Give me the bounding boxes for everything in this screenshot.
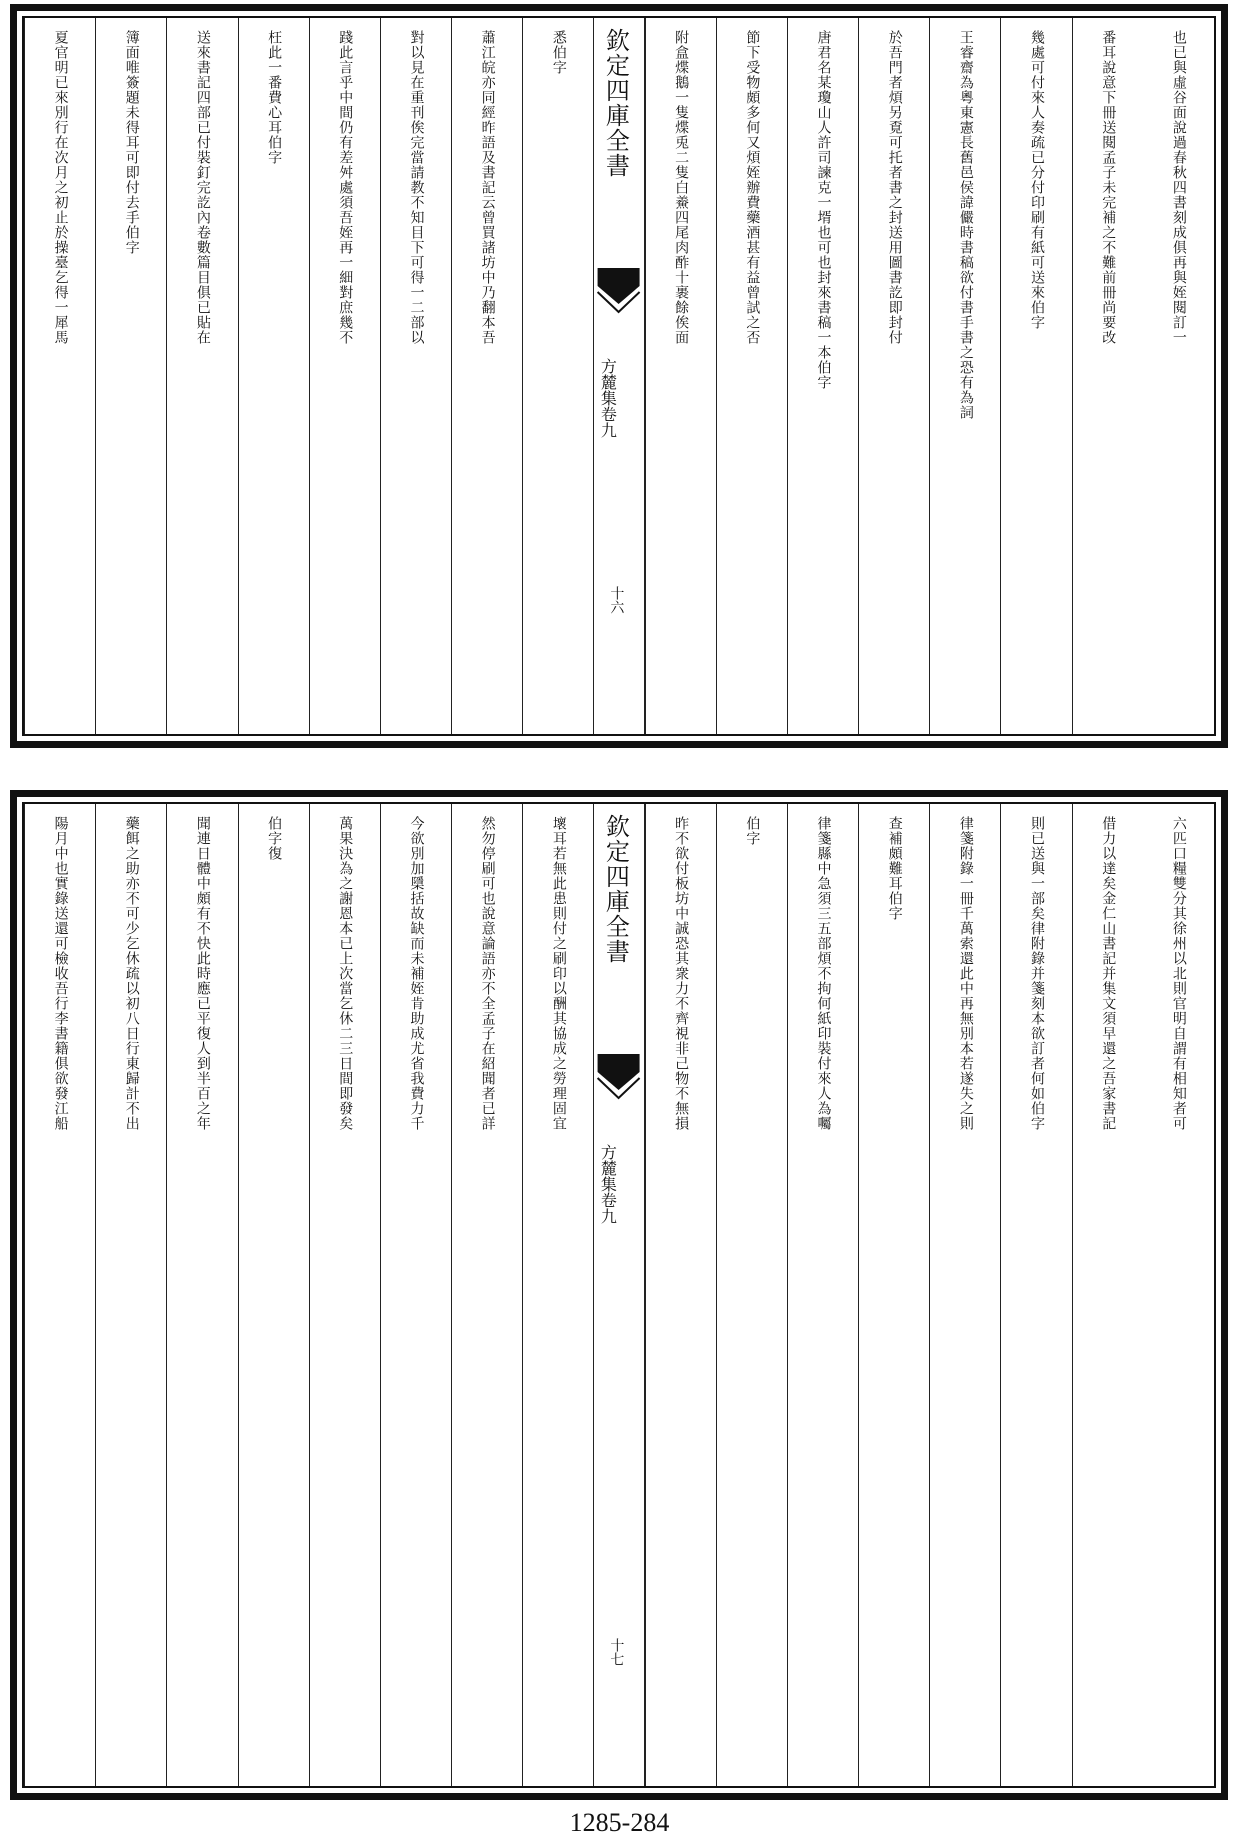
bottom-page-frame <box>22 802 1216 1788</box>
bottom-panel-column <box>645 804 716 1786</box>
column-text: 律箋縣中急須三五部煩不拘何紙印裝付來人為囑 <box>815 816 832 1131</box>
top-panel-column <box>309 18 380 734</box>
top-panel-column <box>1143 18 1214 734</box>
column-text: 簿面唯簽題未得耳可即付去手伯字 <box>123 30 140 255</box>
bottom-panel-column <box>238 804 309 1786</box>
column-text: 藥餌之助亦不可少乞休疏以初八日行東歸計不出 <box>123 816 140 1131</box>
column-text: 查補頗難耳伯字 <box>886 816 903 921</box>
bottom-panel-column <box>522 804 593 1786</box>
top-panel-column <box>380 18 451 734</box>
center-gutter <box>593 18 644 734</box>
top-panel-column <box>522 18 593 734</box>
column-text: 昨不欲付板坊中誠恐其衆力不齊視非己物不無損 <box>673 816 690 1131</box>
column-text: 節下受物頗多何又煩姪辦費藥酒甚有益曾試之否 <box>744 30 761 345</box>
book-volume-label: 方麓集卷九 <box>598 358 618 438</box>
center-gutter <box>593 804 644 1786</box>
column-text: 則已送與一部矣律附錄并箋刻本欲訂者何如伯字 <box>1029 816 1046 1131</box>
column-text: 附盒煠鵝一隻煠兎二隻白鯗四尾肉酢十裹餘俟面 <box>673 30 690 345</box>
column-text: 萬果決為之謝恩本已上次當乞休二三日間即發矣 <box>337 816 354 1131</box>
bottom-panel-column <box>1143 804 1214 1786</box>
book-volume-label: 方麓集卷九 <box>598 1144 618 1224</box>
column-text: 於吾門者煩另覔可托者書之封送用圖書訖即封付 <box>886 30 903 345</box>
bottom-panel-column <box>24 804 95 1786</box>
bottom-panel-column <box>1072 804 1143 1786</box>
column-text: 借力以達矣金仁山書記并集文須早還之吾家書記 <box>1100 816 1117 1131</box>
column-text: 也已與虛谷面說過春秋四書刻成俱再與姪閱訂一 <box>1170 30 1187 345</box>
column-text: 對以見在重刊俟完當請教不知目下可得一二部以 <box>408 30 425 345</box>
top-panel-column <box>929 18 1000 734</box>
column-text: 壞耳若無此患則付之刷印以酬其協成之勞理固宜 <box>550 816 567 1131</box>
column-text: 唐君名某瓊山人許司諫克一壻也可也封來書稿一本伯字 <box>815 30 832 390</box>
folio-number: 十七 <box>608 1638 625 1666</box>
bottom-page-panel <box>10 790 1228 1800</box>
top-panel-column <box>24 18 95 734</box>
column-text: 王睿齋為粵東憲長舊邑侯諱儼時書稿欲付書手書之恐有為詞 <box>957 30 974 420</box>
bottom-panel-column <box>166 804 237 1786</box>
column-text: 枉此一番費心耳伯字 <box>266 30 283 165</box>
top-panel-column <box>166 18 237 734</box>
book-series-title: 欽定四庫全書 <box>601 28 630 178</box>
top-panel-column <box>858 18 929 734</box>
bottom-panel-column <box>1000 804 1071 1786</box>
bottom-panel-column <box>451 804 522 1786</box>
column-text: 送來書記四部已付裝釘完訖內卷數篇目俱已貼在 <box>194 30 211 345</box>
column-text: 踐此言乎中間仍有差舛處須吾姪再一細對庶幾不 <box>337 30 354 345</box>
top-panel-column <box>645 18 716 734</box>
top-panel-column <box>1000 18 1071 734</box>
bottom-panel-column <box>929 804 1000 1786</box>
top-panel-column <box>787 18 858 734</box>
top-panel-column <box>451 18 522 734</box>
fish-tail-mark <box>594 1054 643 1114</box>
top-page-frame <box>22 16 1216 736</box>
column-text: 今欲別加檃括故缺而未補姪肯助成尤省我費力千 <box>408 816 425 1131</box>
column-text: 陽月中也實錄送還可檢收吾行李書籍俱欲發江船 <box>52 816 69 1131</box>
top-panel-column <box>238 18 309 734</box>
bottom-panel-column <box>787 804 858 1786</box>
column-text: 番耳說意下冊送閱孟子未完補之不難前冊尚要改 <box>1100 30 1117 345</box>
column-text: 夏官明已來別行在次月之初止於操臺乞得一犀馬 <box>52 30 69 345</box>
column-text: 伯字復 <box>266 816 283 861</box>
bottom-panel-column <box>716 804 787 1786</box>
bottom-panel-column <box>858 804 929 1786</box>
folio-number: 十六 <box>608 586 625 614</box>
book-series-title: 欽定四庫全書 <box>601 814 630 964</box>
page-number-footer: 1285-284 <box>569 1808 670 1837</box>
column-text: 伯字 <box>744 816 761 846</box>
top-panel-column <box>716 18 787 734</box>
column-text: 然勿停刷可也說意論語亦不全孟子在紹聞者已詳 <box>479 816 496 1131</box>
bottom-panel-column <box>95 804 166 1786</box>
bottom-panel-column <box>380 804 451 1786</box>
column-text: 聞連日體中頗有不快此時應已平復人到半百之年 <box>194 816 211 1131</box>
column-text: 悉伯字 <box>550 30 567 75</box>
column-text: 幾處可付來人奏疏已分付印刷有紙可送來伯字 <box>1029 30 1046 330</box>
top-panel-column <box>95 18 166 734</box>
fish-tail-mark <box>594 268 643 328</box>
column-text: 律箋附錄一冊千萬索還此中再無別本若遂失之則 <box>957 816 974 1131</box>
top-panel-column <box>1072 18 1143 734</box>
bottom-panel-column <box>309 804 380 1786</box>
column-text: 蕭江皖亦同經昨語及書記云曾買諸坊中乃翻本吾 <box>479 30 496 345</box>
top-page-panel <box>10 4 1228 748</box>
column-text: 六匹口糧雙分其徐州以北則官明自謂有相知者可 <box>1170 816 1187 1131</box>
